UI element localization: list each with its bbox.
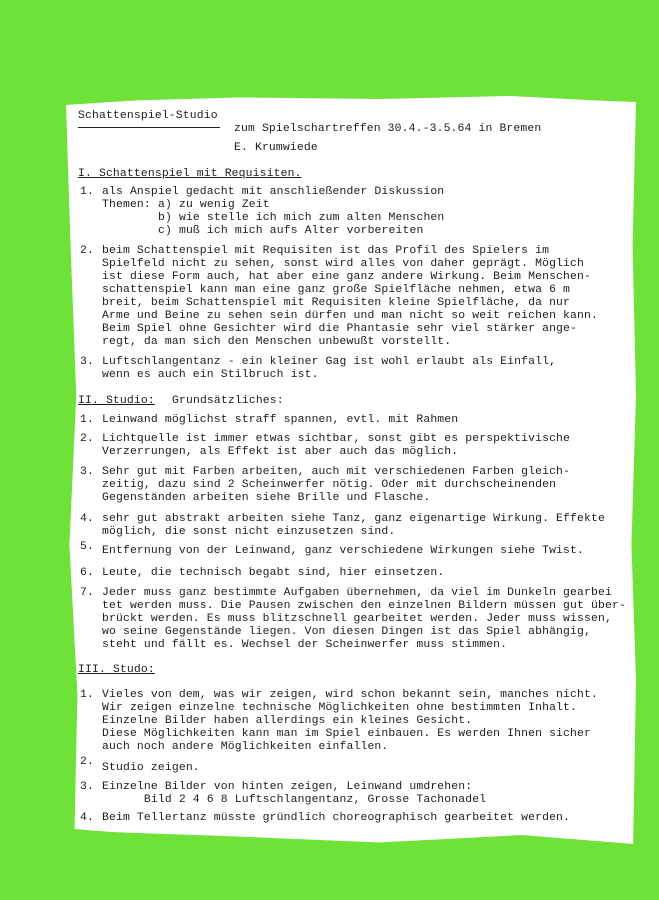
s2-item-line: Leute, die technisch begabt sind, hier einsetzen. <box>102 567 445 579</box>
s1-item2-num: 2. <box>80 245 94 257</box>
s2-item-num: 5. <box>80 541 94 553</box>
s1-item3-num: 3. <box>80 356 94 368</box>
s3-item-line: Diese Möglichkeiten kann man im Spiel einbauen. Es werden Ihnen sicher <box>102 728 591 740</box>
s2-item-line: Gegenständen arbeiten siehe Brille und Flasche. <box>102 492 431 504</box>
author-name: E. Krumwiede <box>234 142 318 154</box>
themes-label: Themen: <box>102 199 151 211</box>
s1-item1-line: als Anspiel gedacht mit anschließender Diskussion <box>102 186 445 198</box>
s2-item-line: tet werden muss. Die Pausen zwischen den einzelnen Bildern müssen gut über- <box>102 600 626 612</box>
s2-item-num: 4. <box>80 513 94 525</box>
s3-item-line: Einzelne Bilder haben allerdings ein kleines Gesicht. <box>102 715 473 727</box>
s1-item2-line: ist diese Form auch, hat aber eine ganz andere Wirkung. Beim Menschen- <box>102 271 591 283</box>
theme-a: a) zu wenig Zeit <box>158 199 270 211</box>
studio-title: Schattenspiel-Studio <box>78 110 218 122</box>
s3-item-num: 3. <box>80 781 94 793</box>
s2-item-line: brückt werden. Es muss blitzschnell gearbeitet werden. Jeder muss wissen, <box>102 613 612 625</box>
s1-item2-line: Arme und Beine zu sehen sein dürfen und man nicht so weit reichen kann. <box>102 310 598 322</box>
s2-item-line: Sehr gut mit Farben arbeiten, auch mit verschiedenen Farben gleich- <box>102 466 571 478</box>
theme-b: b) wie stelle ich mich zum alten Menschen <box>158 212 445 224</box>
s1-item2-line: Spielfeld nicht zu sehen, sonst wird alles von daher geprägt. Möglich <box>102 258 584 270</box>
s2-item-line: möglich, die sonst nicht einzusetzen sind. <box>102 526 396 538</box>
section-3-heading: III. Studo: <box>78 664 155 676</box>
theme-c: c) muß ich mich aufs Alter vorbereiten <box>158 225 424 237</box>
s2-item-line: Entfernung von der Leinwand, ganz verschiedene Wirkungen siehe Twist. <box>102 545 584 557</box>
s1-item1-num: 1. <box>80 186 94 198</box>
s1-item2-line: regt, da man sich den Menschen unbewußt vorstellt. <box>102 336 452 348</box>
s2-item-num: 2. <box>80 433 94 445</box>
s2-item-num: 7. <box>80 587 94 599</box>
s2-item-line: wo seine Gegenstände liegen. Von diesen Dingen ist das Spiel abhängig, <box>102 626 591 638</box>
s3-item-num: 4. <box>80 812 94 824</box>
section-1-heading: I. Schattenspiel mit Requisiten. <box>78 168 302 180</box>
s2-item-line: sehr gut abstrakt arbeiten siehe Tanz, ganz eigenartige Wirkung. Effekte <box>102 513 605 525</box>
s2-item-num: 3. <box>80 466 94 478</box>
title-underline <box>78 127 220 128</box>
s2-item-line: steht und fällt es. Wechsel der Scheinwerfer muss stimmen. <box>102 639 508 651</box>
s1-item3-line: Luftschlangentanz - ein kleiner Gag ist wohl erlaubt als Einfall, <box>102 356 557 368</box>
s2-item-line: Lichtquelle ist immer etwas sichtbar, sonst gibt es perspektivische <box>102 433 571 445</box>
s3-item-line: Vieles von dem, was wir zeigen, wird schon bekannt sein, manches nicht. <box>102 689 598 701</box>
s2-item-line: Leinwand möglichst straff spannen, evtl. mit Rahmen <box>102 414 459 426</box>
section-2-subheading: Grundsätzliches: <box>172 395 284 407</box>
s3-item-line: Studio zeigen. <box>102 762 200 774</box>
s2-item-line: zeitig, dazu sind 2 Scheinwerfer nötig. Oder mit durchscheinenden <box>102 479 557 491</box>
section-2-heading: II. Studio: <box>78 395 155 407</box>
s2-item-num: 1. <box>80 414 94 426</box>
s3-item-line: Wir zeigen einzelne technische Möglichkeiten ohne bestimmten Inhalt. <box>102 702 578 714</box>
s1-item2-line: beim Schattenspiel mit Requisiten ist das Profil des Spielers im <box>102 245 550 257</box>
s3-item-line: Einzelne Bilder von hinten zeigen, Leinwand umdrehen: <box>102 781 473 793</box>
s3-item-line: Beim Tellertanz müsste gründlich choreographisch gearbeitet werden. <box>102 812 571 824</box>
s2-item-line: Verzerrungen, als Effekt ist aber auch das möglich. <box>102 446 459 458</box>
s1-item2-line: schattenspiel kann man eine ganz große Spielfläche nehmen, etwa 6 m <box>102 284 571 296</box>
s2-item-line: Jeder muss ganz bestimmte Aufgaben übernehmen, da viel im Dunkeln gearbei <box>102 587 612 599</box>
s2-item-num: 6. <box>80 567 94 579</box>
s1-item2-line: breit, beim Schattenspiel mit Requisiten kleine Spielfläche, da nur <box>102 297 571 309</box>
s1-item2-line: Beim Spiel ohne Gesichter wird die Phantasie sehr viel stärker ange- <box>102 323 578 335</box>
event-line: zum Spielschartreffen 30.4.-3.5.64 in Bremen <box>234 123 542 135</box>
s3-item-line: auch noch andere Möglichkeiten einfallen. <box>102 741 389 753</box>
s3-item-num: 2. <box>80 756 94 768</box>
s3-item-line: Bild 2 4 6 8 Luftschlangentanz, Grosse Tachonadel <box>102 794 487 806</box>
s3-item-num: 1. <box>80 689 94 701</box>
s1-item3-line: wenn es auch ein Stilbruch ist. <box>102 369 319 381</box>
